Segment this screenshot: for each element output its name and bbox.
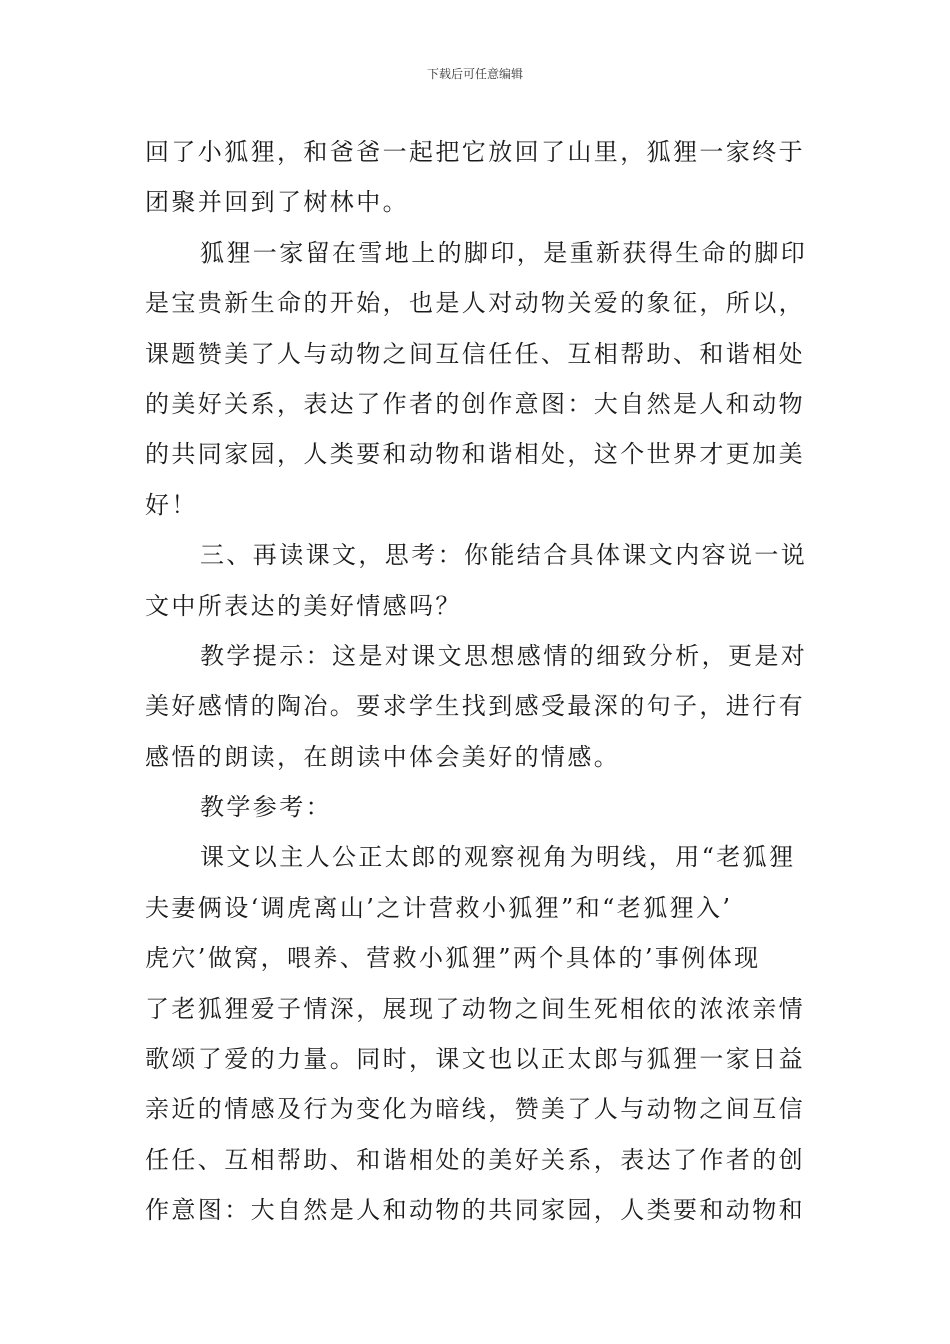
text-line: 感悟的朗读，在朗读中体会美好的情感。: [145, 742, 621, 771]
text-line: 亲近的情感及行为变化为暗线，赞美了人与动物之间互信: [145, 1095, 805, 1124]
text-line: 教学参考：: [200, 793, 332, 822]
text-line: 的共同家园，人类要和动物和谐相处，这个世界才更加美: [145, 440, 805, 469]
page-header: 下载后可任意编辑: [426, 67, 523, 81]
text-line: 教学提示：这是对课文思想感情的细致分析，更是对: [200, 641, 808, 670]
text-line: 课题赞美了人与动物之间互信任任、互相帮助、和谐相处: [145, 339, 805, 368]
text-line: 了老狐狸爱子情深，展现了动物之间生死相依的浓浓亲情: [145, 994, 805, 1023]
text-line: 任任、互相帮助、和谐相处的美好关系，表达了作者的创: [145, 1145, 805, 1174]
text-line: 作意图：大自然是人和动物的共同家园，人类要和动物和: [145, 1196, 805, 1225]
text-line: 团聚并回到了树林中。: [145, 188, 409, 217]
text-line: 歌颂了爱的力量。同时，课文也以正太郎与狐狸一家日益: [145, 1045, 805, 1074]
text-line: 是宝贵新生命的开始，也是人对动物关爱的象征，所以，: [145, 289, 805, 318]
text-line: 好！: [145, 490, 198, 519]
text-line: 狐狸一家留在雪地上的脚印，是重新获得生命的脚印: [200, 238, 808, 267]
text-line: 虎穴’做窝，喂养、营救小狐狸”两个具体的’事例体现: [145, 944, 761, 973]
text-line: 课文以主人公正太郎的观察视角为明线，用“老狐狸: [200, 843, 796, 872]
text-line: 美好感情的陶冶。要求学生找到感受最深的句子，进行有: [145, 692, 805, 721]
text-line: 三、再读课文，思考：你能结合具体课文内容说一说: [200, 541, 808, 570]
text-line: 的美好关系，表达了作者的创作意图：大自然是人和动物: [145, 389, 805, 418]
text-line: 文中所表达的美好情感吗？: [145, 591, 462, 620]
body-text: [145, 127, 810, 1236]
text-line: 夫妻俩设‘调虎离山’之计营救小狐狸”和“老狐狸入’: [145, 893, 733, 922]
text-line: 回了小狐狸，和爸爸一起把它放回了山里，狐狸一家终于: [145, 138, 805, 166]
